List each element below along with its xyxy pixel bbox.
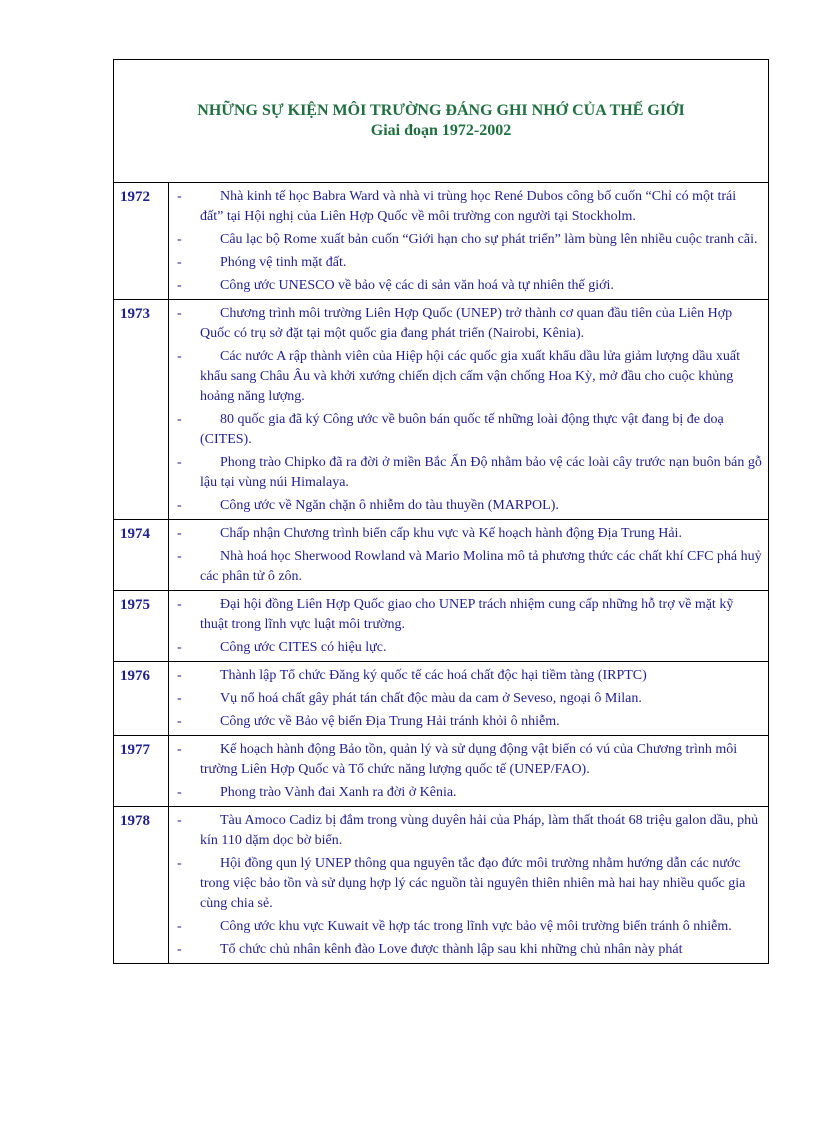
event-text: Phóng vệ tinh mặt đất. xyxy=(220,255,347,270)
event-item xyxy=(177,712,762,732)
event-item xyxy=(177,410,762,450)
bullet-dash: - xyxy=(177,255,182,270)
year-label: 1976 xyxy=(114,662,169,735)
event-text: Câu lạc bộ Rome xuất bản cuốn “Giới hạn cho sự phát triển” làm bùng lên nhiều cuộc tranh cãi. xyxy=(220,232,758,247)
bullet-dash: - xyxy=(177,278,182,293)
event-text: Kế hoạch hành động Bảo tồn, quản lý và sử dụng động vật biển có vú của Chương trình môi trường Liên Hợp Quốc và Tổ chức năng lượng quốc tế (UNEP/FAO). xyxy=(200,742,738,777)
event-item xyxy=(177,917,762,937)
bullet-dash: - xyxy=(177,597,182,612)
event-text: Tàu Amoco Cadiz bị đắm trong vùng duyên hải của Pháp, làm thất thoát 68 triệu galon dầu, phủ kín 110 dặm dọc bờ biển. xyxy=(200,813,759,848)
event-item xyxy=(177,347,762,407)
event-item xyxy=(177,940,762,960)
year-row-1973 xyxy=(114,300,768,520)
event-list xyxy=(169,591,768,661)
event-item xyxy=(177,253,762,273)
event-item xyxy=(177,811,762,851)
event-list xyxy=(169,300,768,519)
year-label: 1973 xyxy=(114,300,169,519)
year-label: 1972 xyxy=(114,183,169,299)
year-row-1978 xyxy=(114,807,768,963)
events-table xyxy=(113,59,769,964)
event-item xyxy=(177,304,762,344)
event-text: Chấp nhận Chương trình biển cấp khu vực và Kế hoạch hành động Địa Trung Hải. xyxy=(220,526,682,541)
bullet-dash: - xyxy=(177,785,182,800)
event-list xyxy=(169,807,768,963)
bullet-dash: - xyxy=(177,349,182,364)
event-item xyxy=(177,854,762,914)
event-list xyxy=(169,736,768,806)
event-item xyxy=(177,740,762,780)
event-item xyxy=(177,638,762,658)
event-text: Thành lập Tổ chức Đăng ký quốc tế các hoá chất độc hại tiềm tàng (IRPTC) xyxy=(220,668,647,683)
bullet-dash: - xyxy=(177,668,182,683)
bullet-dash: - xyxy=(177,640,182,655)
event-item xyxy=(177,496,762,516)
event-item xyxy=(177,666,762,686)
bullet-dash: - xyxy=(177,549,182,564)
event-text: Công ước CITES có hiệu lực. xyxy=(220,640,387,655)
bullet-dash: - xyxy=(177,189,182,204)
event-text: Chương trình môi trường Liên Hợp Quốc (UNEP) trở thành cơ quan đầu tiên của Liên Hợp Quốc có trụ sở đặt tại một quốc gia đang phát triển (Nairobi, Kênia). xyxy=(200,306,733,341)
event-item xyxy=(177,453,762,493)
year-label: 1975 xyxy=(114,591,169,661)
bullet-dash: - xyxy=(177,742,182,757)
bullet-dash: - xyxy=(177,306,182,321)
event-text: Công ước về Bảo vệ biển Địa Trung Hải tránh khỏi ô nhiễm. xyxy=(220,714,560,729)
bullet-dash: - xyxy=(177,526,182,541)
event-text: Phong trào Vành đai Xanh ra đời ở Kênia. xyxy=(220,785,457,800)
bullet-dash: - xyxy=(177,919,182,934)
event-text: Nhà kinh tế học Babra Ward và nhà vi trùng học René Dubos công bố cuốn “Chỉ có một trái đất” tại Hội nghị của Liên Hợp Quốc về môi trường con người tại Stockholm. xyxy=(200,189,737,224)
event-list xyxy=(169,183,768,299)
year-label: 1974 xyxy=(114,520,169,590)
year-label: 1977 xyxy=(114,736,169,806)
year-rows xyxy=(114,183,768,963)
bullet-dash: - xyxy=(177,691,182,706)
event-item xyxy=(177,524,762,544)
event-text: Các nước A rập thành viên của Hiệp hội các quốc gia xuất khẩu dầu lửa giảm lượng dầu xuất khẩu sang Châu Âu và khởi xướng chiến dịch cấm vận chống Hoa Kỳ, mở đầu cho cuộc khủng hoảng năng lượng. xyxy=(200,349,741,404)
page-subtitle: Giai đoạn 1972-2002 xyxy=(370,122,512,139)
year-row-1977 xyxy=(114,736,768,807)
event-item xyxy=(177,783,762,803)
event-text: Phong trào Chipko đã ra đời ở miền Bắc Ấn Độ nhằm bảo vệ các loài cây trước nạn buôn bán gỗ lậu tại vùng núi Himalaya. xyxy=(200,455,762,490)
event-text: Hội đồng qun lý UNEP thông qua nguyên tắc đạo đức môi trường nhằm hướng dẫn các nước trong việc bảo tồn và sử dụng hợp lý các nguồn tài nguyên thiên nhiên mà hai hay nhiều quốc gia cùng chia sẻ. xyxy=(200,856,746,911)
event-item xyxy=(177,276,762,296)
bullet-dash: - xyxy=(177,714,182,729)
bullet-dash: - xyxy=(177,455,182,470)
bullet-dash: - xyxy=(177,856,182,871)
year-row-1972 xyxy=(114,183,768,300)
page-title: NHỮNG SỰ KIỆN MÔI TRƯỜNG ĐÁNG GHI NHỚ CỦA THẾ GIỚI xyxy=(197,102,685,119)
bullet-dash: - xyxy=(177,232,182,247)
bullet-dash: - xyxy=(177,813,182,828)
year-row-1974 xyxy=(114,520,768,591)
event-text: 80 quốc gia đã ký Công ước về buôn bán quốc tế những loài động thực vật đang bị đe doạ (CITES). xyxy=(200,412,724,447)
event-item xyxy=(177,689,762,709)
event-text: Công ước khu vực Kuwait về hợp tác trong lĩnh vực bảo vệ môi trường biển tránh ô nhiễm. xyxy=(220,919,732,934)
event-item xyxy=(177,187,762,227)
event-text: Tổ chức chủ nhân kênh đào Love được thành lập sau khi những chủ nhân này phát xyxy=(220,942,683,957)
event-item xyxy=(177,230,762,250)
bullet-dash: - xyxy=(177,498,182,513)
year-label: 1978 xyxy=(114,807,169,963)
event-text: Đại hội đồng Liên Hợp Quốc giao cho UNEP trách nhiệm cung cấp những hỗ trợ về mặt kỹ thuật trong lĩnh vực luật môi trường. xyxy=(200,597,734,632)
bullet-dash: - xyxy=(177,942,182,957)
event-text: Vụ nổ hoá chất gây phát tán chất độc màu da cam ở Seveso, ngoại ô Milan. xyxy=(220,691,642,706)
bullet-dash: - xyxy=(177,412,182,427)
year-row-1976 xyxy=(114,662,768,736)
event-list xyxy=(169,520,768,590)
event-item xyxy=(177,547,762,587)
event-list xyxy=(169,662,768,735)
event-text: Công ước UNESCO về bảo vệ các di sản văn hoá và tự nhiên thế giới. xyxy=(220,278,614,293)
table-header xyxy=(114,60,768,183)
event-text: Nhà hoá học Sherwood Rowland và Mario Molina mô tả phương thức các chất khí CFC phá huỷ các phân tử ô zôn. xyxy=(200,549,762,584)
event-item xyxy=(177,595,762,635)
year-row-1975 xyxy=(114,591,768,662)
event-text: Công ước về Ngăn chặn ô nhiễm do tàu thuyền (MARPOL). xyxy=(220,498,559,513)
